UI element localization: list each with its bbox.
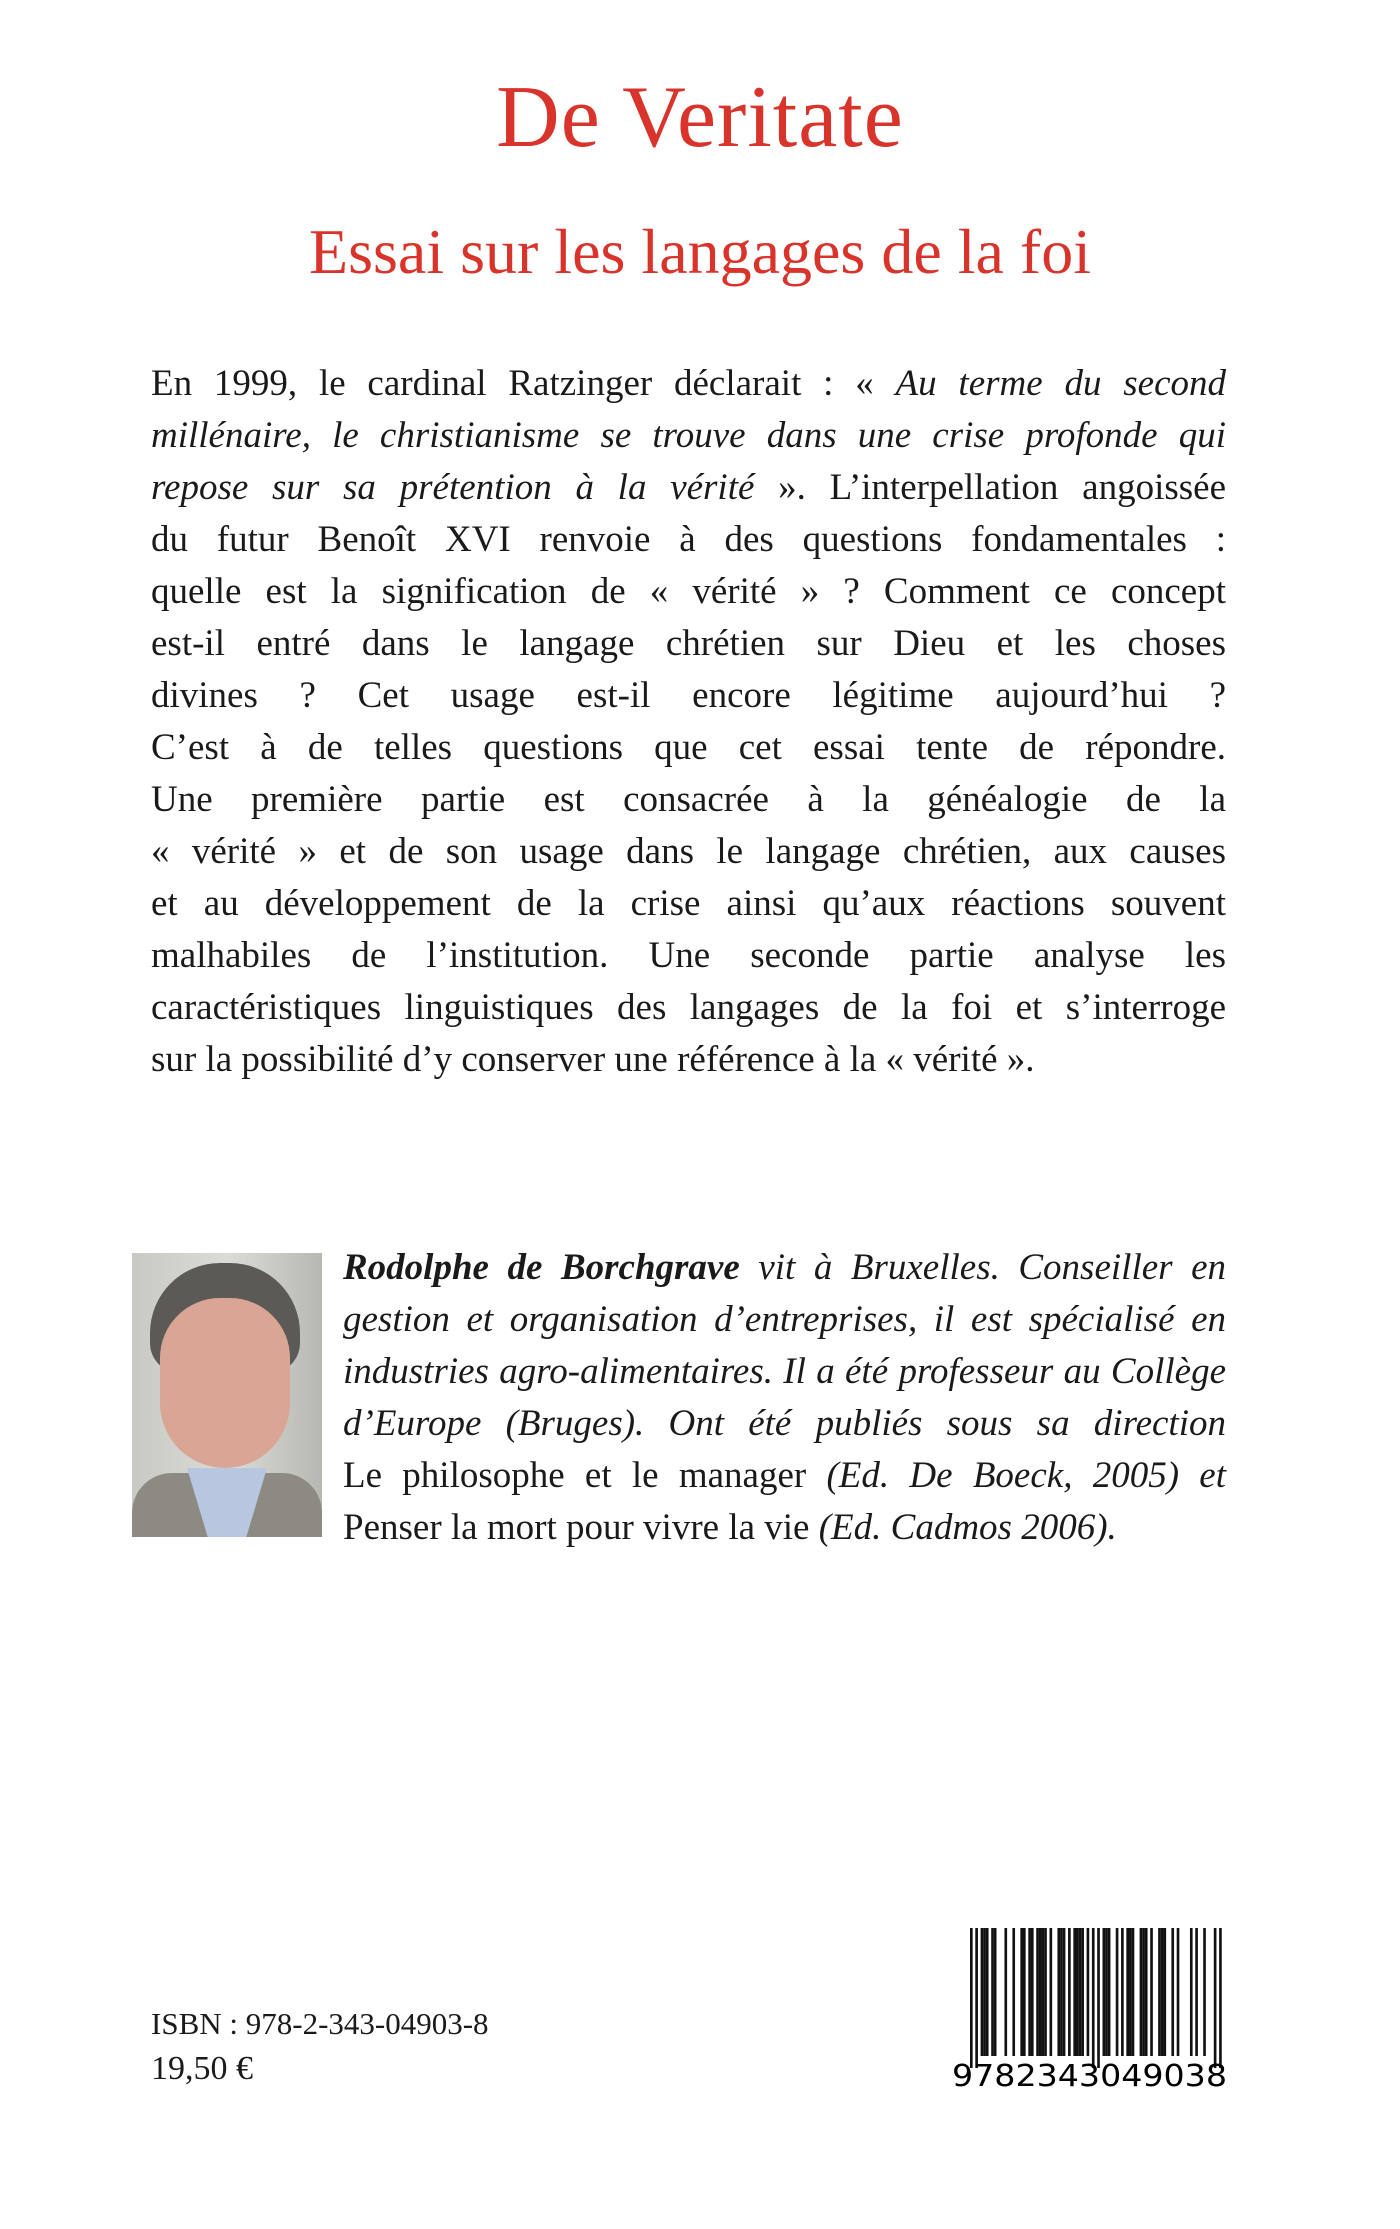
- barcode-bar: [1023, 1928, 1026, 2056]
- text-line: [151, 930, 1226, 982]
- barcode-bar: [1129, 1928, 1132, 2056]
- text-segment: « vérité » et de son usage dans le langage chrétien, aux causes: [151, 831, 1226, 872]
- barcode-digits: 9782343049038: [952, 2059, 1227, 2093]
- text-line: [151, 670, 1226, 722]
- text-line: [343, 1450, 1226, 1502]
- text-line: [151, 982, 1226, 1034]
- barcode-bar: [1044, 1928, 1047, 2056]
- barcode-bar: [1116, 1928, 1119, 2056]
- text-segment: Penser la mort pour vivre la vie: [343, 1507, 819, 1548]
- price: 19,50 €: [151, 2050, 253, 2087]
- barcode-bar: [1219, 1928, 1222, 2068]
- barcode-bar: [1163, 1928, 1166, 2056]
- barcode-bar: [1036, 1928, 1039, 2056]
- text-segment: du futur Benoît XVI renvoie à des questions fondamentales :: [151, 519, 1226, 560]
- author-name: Rodolphe de Borchgrave: [343, 1247, 740, 1288]
- text-segment: Le philosophe et le manager: [343, 1455, 827, 1496]
- isbn: ISBN : 978-2-343-04903-8: [151, 2006, 489, 2041]
- text-segment: quelle est la signification de « vérité » ? Comment ce concept: [151, 571, 1226, 612]
- text-line: [151, 410, 1226, 462]
- text-segment: (Ed. De Boeck, 2005) et: [826, 1455, 1226, 1496]
- barcode-bar: [1076, 1928, 1079, 2056]
- barcode-bar: [1073, 1928, 1076, 2056]
- barcode-bar: [1031, 1928, 1034, 2056]
- book-title: De Veritate: [496, 69, 904, 166]
- text-line: [343, 1294, 1226, 1346]
- barcode-bar: [981, 1928, 984, 2056]
- barcode-bar: [975, 1928, 978, 2068]
- text-line: [151, 826, 1226, 878]
- summary-text: [151, 358, 1226, 1086]
- barcode-bar: [1004, 1928, 1007, 2056]
- text-segment: vit à Bruxelles. Conseiller en: [739, 1247, 1227, 1288]
- text-line: [151, 1034, 1226, 1086]
- text-segment: En 1999, le cardinal Ratzinger déclarait : «: [151, 363, 896, 404]
- text-line: [151, 722, 1226, 774]
- text-segment: repose sur sa prétention à la vérité: [151, 467, 755, 508]
- text-line: [151, 878, 1226, 930]
- barcode-bar: [1158, 1928, 1161, 2056]
- barcode-bar: [991, 1928, 994, 2056]
- text-segment: millénaire, le christianisme se trouve dans une crise profonde qui: [151, 415, 1226, 456]
- barcode-bar: [1060, 1928, 1063, 2056]
- text-segment: malhabiles de l’institution. Une seconde partie analyse les: [151, 935, 1226, 976]
- barcode-bar: [970, 1928, 973, 2068]
- text-line: [343, 1242, 1226, 1294]
- barcode-bar: [1068, 1928, 1071, 2056]
- text-segment: ». L’interpellation angoissée: [754, 467, 1226, 508]
- barcode-bar: [1012, 1928, 1015, 2056]
- text-line: [151, 514, 1226, 566]
- barcode: [952, 1928, 1232, 2093]
- barcode-bar: [1050, 1928, 1053, 2056]
- barcode-bar: [1121, 1928, 1124, 2056]
- barcode-bar: [1087, 1928, 1090, 2056]
- barcode-bar: [1079, 1928, 1082, 2056]
- barcode-bar: [1140, 1928, 1143, 2056]
- barcode-bar: [1203, 1928, 1206, 2056]
- text-line: [343, 1502, 1226, 1554]
- text-line: [151, 566, 1226, 618]
- barcode-bar: [1097, 1928, 1100, 2068]
- text-segment: caractéristiques linguistiques des langages de la foi et s’interroge: [151, 987, 1226, 1028]
- barcode-bar: [1028, 1928, 1031, 2056]
- text-segment: Une première partie est consacrée à la généalogie de la: [151, 779, 1226, 820]
- barcode-bar: [1108, 1928, 1111, 2056]
- barcode-bar: [1105, 1928, 1108, 2056]
- barcode-bar: [1190, 1928, 1193, 2056]
- barcode-bar: [1039, 1928, 1042, 2056]
- text-segment: Au terme du second: [895, 363, 1226, 404]
- text-segment: industries agro-alimentaires. Il a été professeur au Collège: [343, 1351, 1226, 1392]
- text-segment: divines ? Cet usage est-il encore légitime aujourd’hui ?: [151, 675, 1226, 716]
- text-segment: est-il entré dans le langage chrétien sur Dieu et les choses: [151, 623, 1226, 664]
- text-line: [343, 1346, 1226, 1398]
- text-segment: (Ed. Cadmos 2006).: [818, 1507, 1117, 1548]
- text-line: [151, 618, 1226, 670]
- barcode-bar: [1195, 1928, 1198, 2056]
- barcode-bar: [1161, 1928, 1164, 2056]
- barcode-bar: [1142, 1928, 1145, 2056]
- barcode-bar: [1092, 1928, 1095, 2068]
- barcode-bar: [1126, 1928, 1129, 2056]
- barcode-bar: [1063, 1928, 1066, 2056]
- barcode-bar: [1132, 1928, 1135, 2056]
- author-bio: [343, 1242, 1226, 1554]
- text-line: [151, 774, 1226, 826]
- barcode-bar: [1020, 1928, 1023, 2056]
- barcode-bar: [1177, 1928, 1180, 2056]
- barcode-bar: [1042, 1928, 1045, 2056]
- barcode-bar: [986, 1928, 989, 2056]
- text-line: [151, 358, 1226, 410]
- barcode-bar: [1171, 1928, 1174, 2056]
- barcode-bar: [1145, 1928, 1148, 2056]
- text-segment: sur la possibilité d’y conserver une référence à la « vérité ».: [151, 1039, 1035, 1080]
- barcode-bar: [983, 1928, 986, 2056]
- text-segment: C’est à de telles questions que cet essai tente de répondre.: [151, 727, 1226, 768]
- author-photo: [132, 1253, 322, 1537]
- book-subtitle: Essai sur les langages de la foi: [309, 216, 1091, 287]
- text-line: [151, 462, 1226, 514]
- text-segment: d’Europe (Bruges). Ont été publiés sous sa direction: [343, 1403, 1226, 1444]
- barcode-bar: [1103, 1928, 1106, 2056]
- barcode-bar: [1150, 1928, 1153, 2056]
- barcode-bar: [1081, 1928, 1084, 2056]
- barcode-bar: [1057, 1928, 1060, 2056]
- text-line: [343, 1398, 1226, 1450]
- text-segment: et au développement de la crise ainsi qu’aux réactions souvent: [151, 883, 1226, 924]
- barcode-bar: [994, 1928, 997, 2056]
- barcode-bar: [1214, 1928, 1217, 2068]
- text-segment: gestion et organisation d’entreprises, il est spécialisé en: [343, 1299, 1226, 1340]
